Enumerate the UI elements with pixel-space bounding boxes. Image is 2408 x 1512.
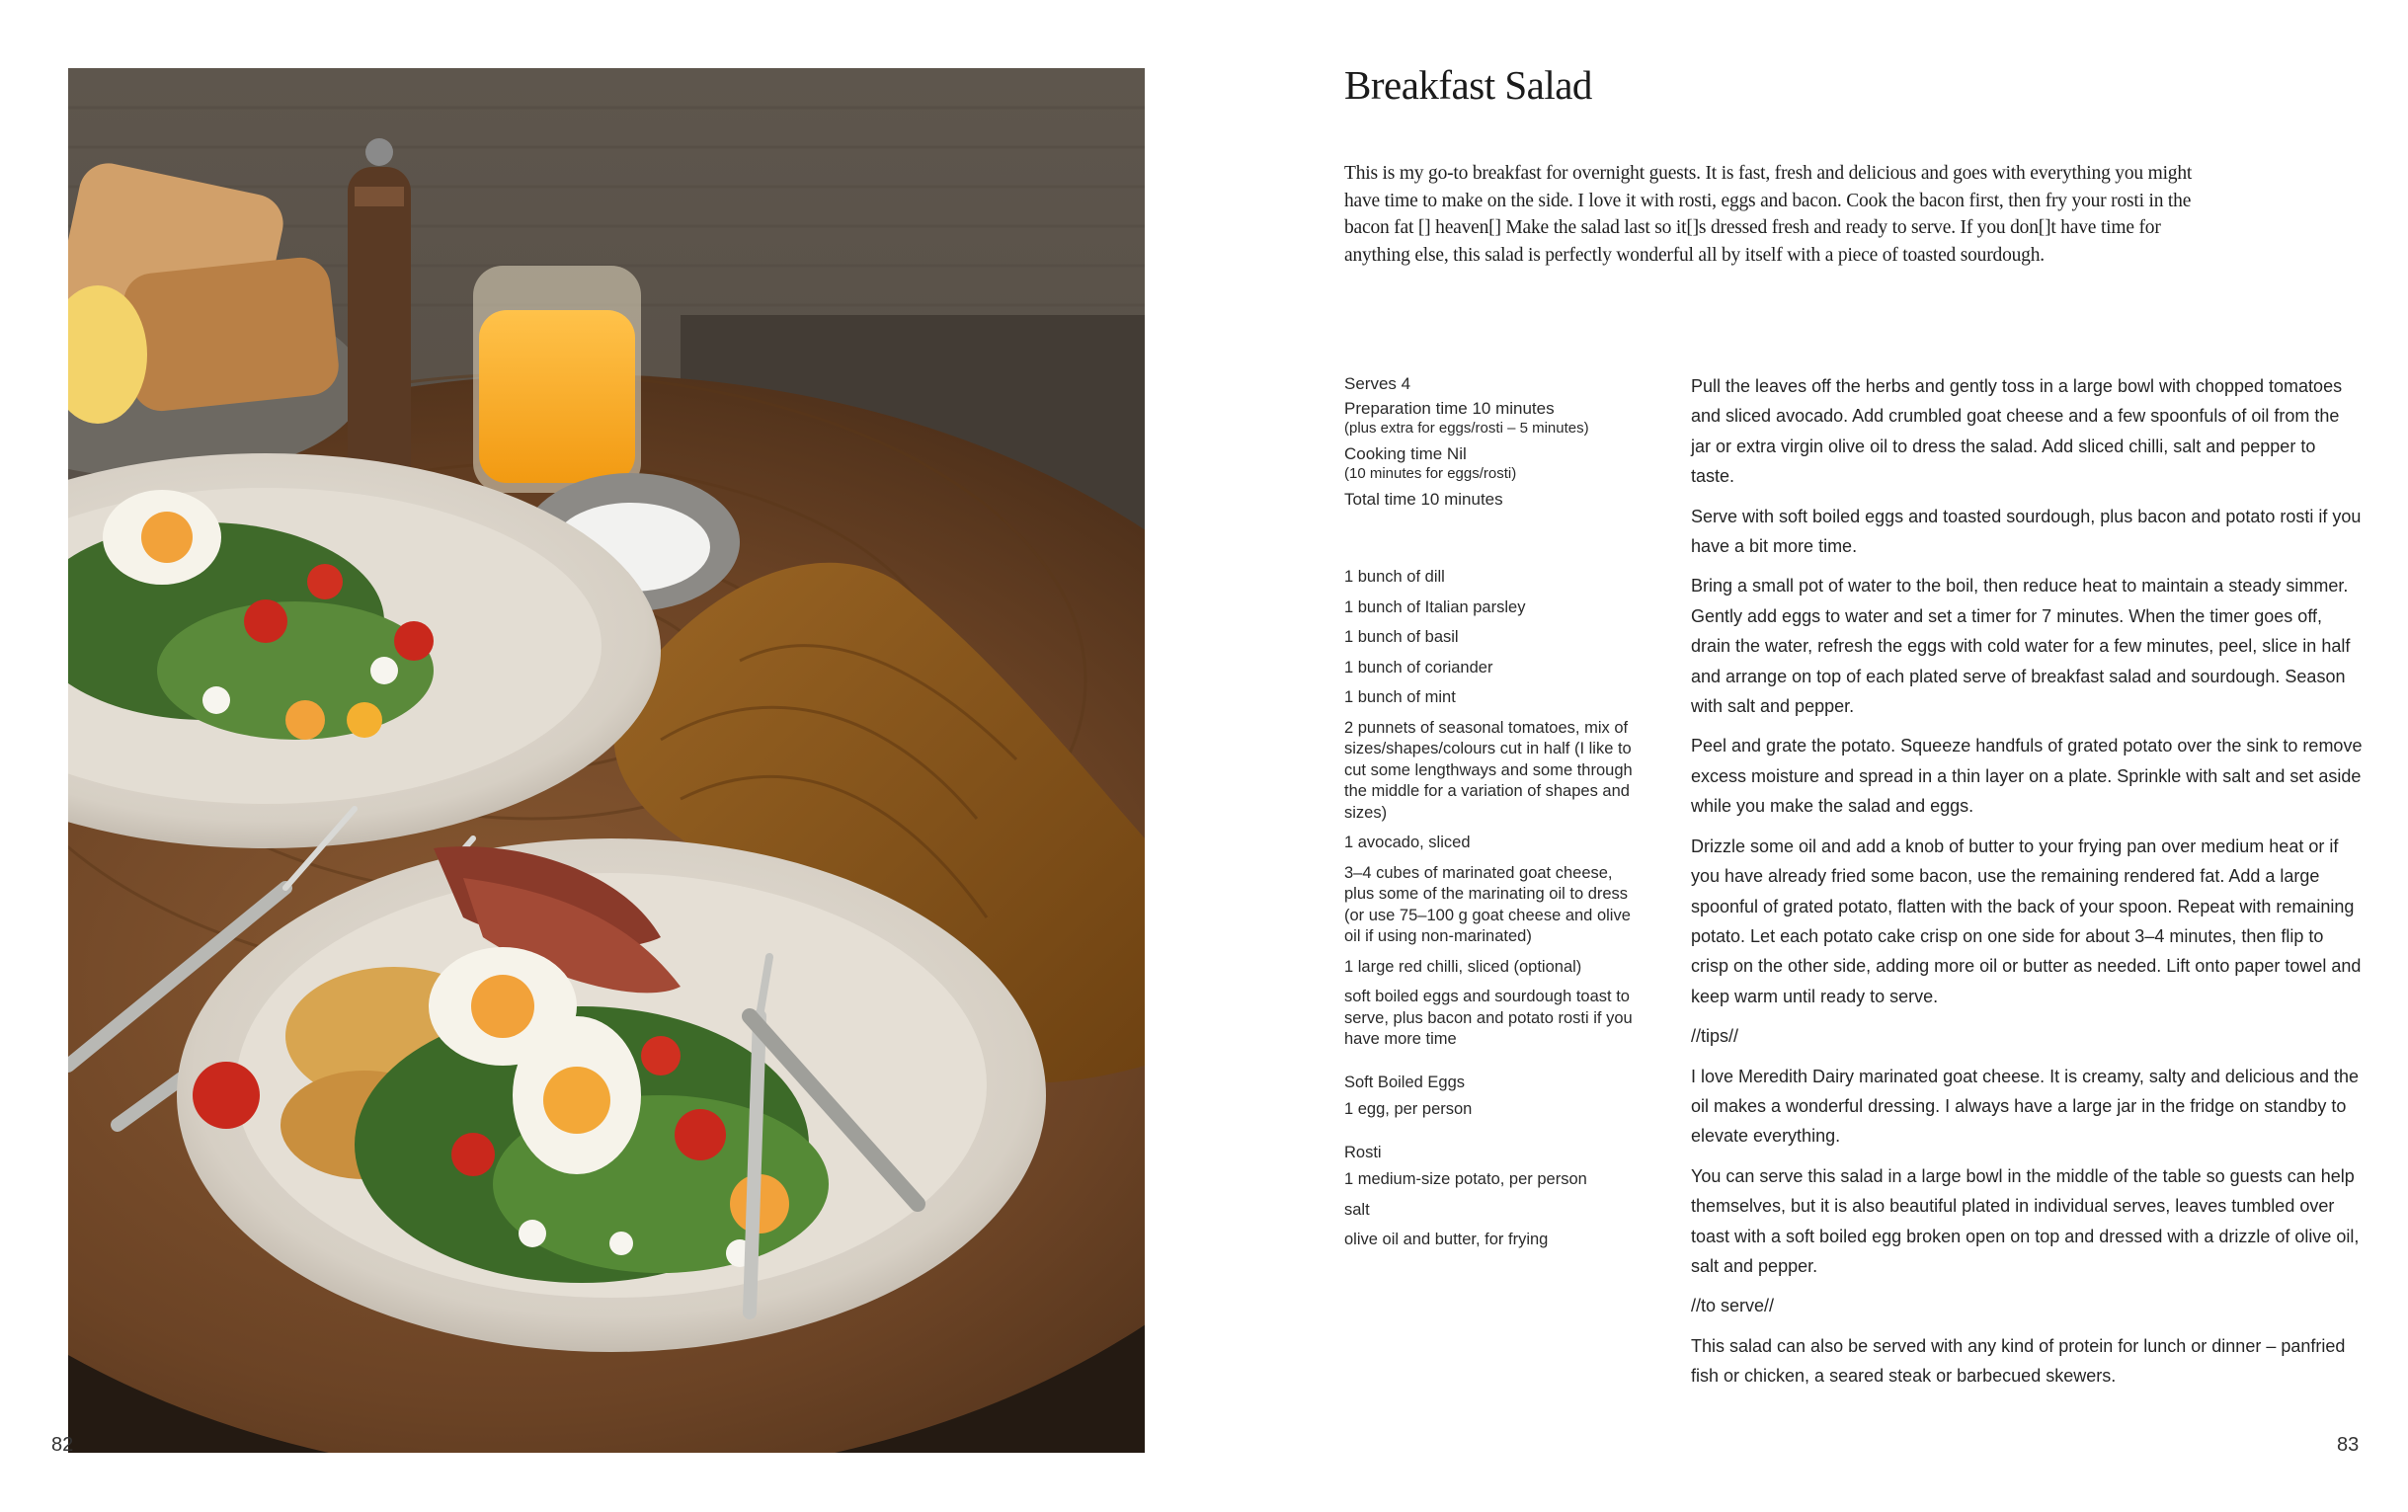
prep-time: Preparation time 10 minutes (1344, 399, 1555, 418)
ingredient: 1 avocado, sliced (1344, 834, 1471, 851)
method-step: Bring a small pot of water to the boil, then reduce heat to maintain a steady simmer. Gently add eggs to water and set a timer for 7 minutes. When the timer goes off, drain the water, refresh the eggs with cold water for a few minutes, peel, slice in half and arrange on top of each plated serve of breakfast salad and sourdough. Season with salt and pepper. (1691, 576, 2351, 717)
method-step: Serve with soft boiled eggs and toasted sourdough, plus bacon and potato rosti if you have a bit more time. (1691, 506, 2362, 557)
method (1691, 371, 2363, 1401)
recipe-title: Breakfast Salad (1344, 62, 1592, 108)
prep-time-note: (plus extra for eggs/rosti – 5 minutes) (1344, 420, 1589, 437)
ingredient: salt (1344, 1200, 1370, 1219)
cook-time: Cooking time Nil (1344, 444, 1467, 463)
ingredient: olive oil and butter, for frying (1344, 1231, 1549, 1248)
cook-time-note: (10 minutes for eggs/rosti) (1344, 465, 1517, 482)
ingredient: 1 medium-size potato, per person (1344, 1170, 1587, 1188)
tip: I love Meredith Dairy marinated goat cheese. It is creamy, salty and delicious and the oil makes a wonderful dressing. I always have a large jar in the fridge on standby to elevate everything. (1691, 1066, 2360, 1147)
to-serve-heading: //to serve// (1691, 1296, 1775, 1316)
method-step: Drizzle some oil and add a knob of butter to your frying pan over medium heat or if you have already fried some bacon, use the remaining rendered fat. Add a large spoonful of grated potato, flatten with the back of your spoon. Repeat with remaining potato. Let each potato cake crisp on one side for about 3–4 minutes, then flip to crisp on the other side, adding more oil or butter as needed. Lift onto paper towel and keep warm until ready to serve. (1691, 836, 2362, 1006)
soft-boiled-eggs-heading: Soft Boiled Eggs (1344, 1073, 1465, 1091)
total-time: Total time 10 minutes (1344, 490, 1503, 509)
recipe-meta (1344, 371, 1641, 512)
ingredient: 1 bunch of coriander (1344, 658, 1493, 676)
ingredient: 1 large red chilli, sliced (optional) (1344, 957, 1582, 976)
ingredient: 1 bunch of Italian parsley (1344, 597, 1526, 616)
page-number-left: 82 (51, 1434, 74, 1456)
ingredient: 1 bunch of basil (1344, 628, 1459, 646)
tips-heading: //tips// (1691, 1026, 1739, 1047)
ingredient: 1 egg, per person (1344, 1100, 1473, 1118)
ingredients-list (1344, 567, 1641, 1260)
ingredient: soft boiled eggs and sourdough toast to serve, plus bacon and potato rosti if you have more time (1344, 988, 1633, 1048)
page-number-right: 83 (2337, 1434, 2360, 1456)
breakfast-salad-photo (68, 68, 1145, 1453)
ingredient: 2 punnets of seasonal tomatoes, mix of sizes/shapes/colours cut in half (I like to cut some lengthways and some through the middle for a variation of shapes and sizes) (1344, 718, 1633, 822)
tip: You can serve this salad in a large bowl in the middle of the table so guests can help themselves, but it is also beautiful plated in individual serves, leaves tumbled over toast with a soft boiled egg broken open on top and dressed with a drizzle of olive oil, salt and pepper. (1691, 1165, 2360, 1276)
ingredient: 3–4 cubes of marinated goat cheese, plus some of the marinating oil to dress (or use 75–100 g goat cheese and olive oil if using non-marinated) (1344, 863, 1631, 945)
serving-note: This salad can also be served with any kind of protein for lunch or dinner – panfried fish or chicken, a seared steak or barbecued skewers. (1691, 1335, 2346, 1387)
method-step: Peel and grate the potato. Squeeze handfuls of grated potato over the sink to remove excess moisture and spread in a thin layer on a plate. Sprinkle with salt and set aside while you make the salad and eggs. (1691, 736, 2363, 817)
method-step: Pull the leaves off the herbs and gently toss in a large bowl with chopped tomatoes and sliced avocado. Add crumbled goat cheese and a few spoonfuls of oil from the jar or extra virgin olive oil to dress the salad. Add sliced chilli, salt and pepper to taste. (1691, 376, 2343, 487)
rosti-heading: Rosti (1344, 1143, 1382, 1161)
serves: Serves 4 (1344, 374, 1411, 393)
ingredient: 1 bunch of dill (1344, 568, 1445, 586)
ingredient: 1 bunch of mint (1344, 688, 1456, 706)
recipe-intro: This is my go-to breakfast for overnight guests. It is fast, fresh and delicious and goes with everything you might have time to make on the side. I love it with rosti, eggs and bacon. Cook the bacon first, then fry your rosti in the bacon fat [] heaven[] Make the salad last so it[]s dressed fresh and ready to serve. If you don[]t have time for anything else, this salad is perfectly wonderful all by itself with a piece of toasted sourdough. (1344, 163, 2193, 266)
